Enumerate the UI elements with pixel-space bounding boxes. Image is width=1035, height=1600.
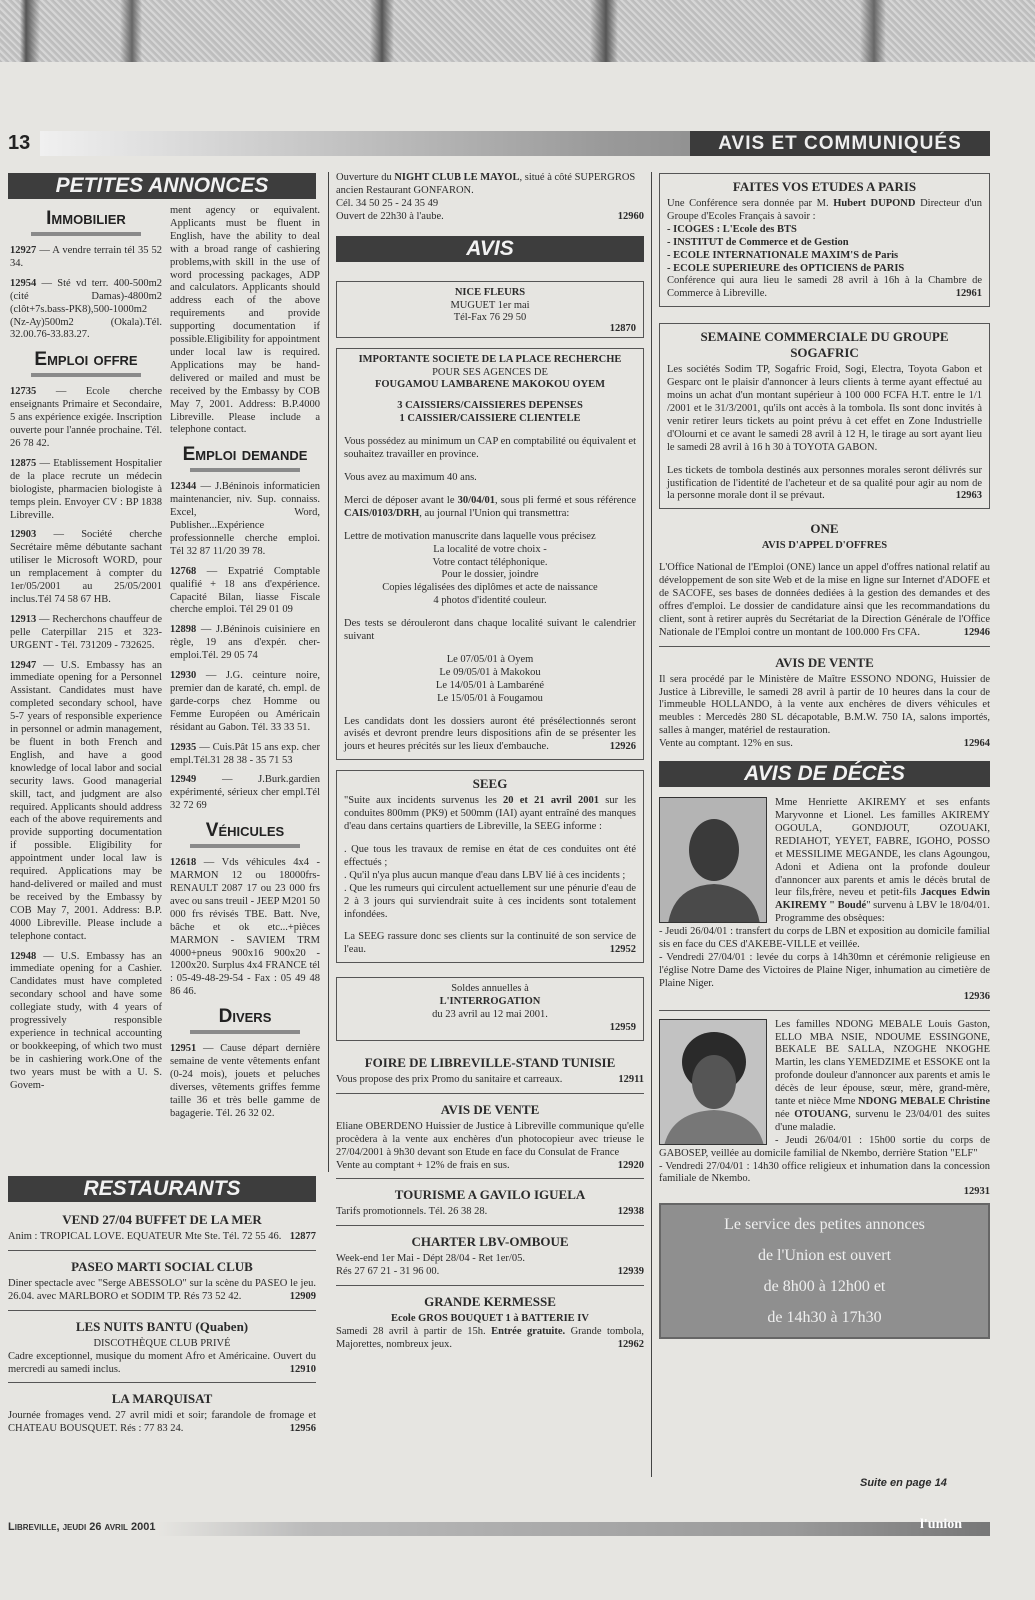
text: Ouverture du (336, 172, 395, 183)
deces-banner: AVIS DE DÉCÈS (659, 761, 990, 787)
ad-ref: 12735 (10, 386, 37, 398)
avis-de-vente-notice (659, 655, 990, 751)
category-heading: Véhicules (205, 820, 285, 842)
restaurants-banner: RESTAURANTS (8, 1176, 316, 1202)
text: Rés 27 67 21 - 31 96 00. (336, 1266, 440, 1278)
ad-text: — U.S. Embassy has an immediate opening for a Cashier. Candidates must have completed secondary school and have some collegiate study, with 4 years of progressively responsible experience in technical accounting or bookkeeping, of which two must be in cashiering work.One of the two years must be with a U. S. Govem- (10, 950, 162, 1091)
text: 12931 (963, 1186, 990, 1198)
page-number: 13 (8, 132, 31, 154)
text-line: - INSTITUT de Commerce et de Gestion (667, 236, 849, 248)
column-divider (328, 172, 329, 1172)
continued-note: Suite en page 14 (860, 1477, 947, 1489)
text: 12964 (963, 738, 990, 750)
text: 12920 (617, 1159, 644, 1171)
ad-text: — Société cherche Secrétaire même débutante sachant utiliser le Microsoft WORD, pour un remplacement à compter du 1er/05/2001 au 25/05/2001 inclus.Tél 74 58 67 HB. (10, 529, 162, 605)
ad-ref: 12956 (289, 1423, 316, 1435)
text: 3 CAISSIERS/CAISSIERES DEPENSES (397, 400, 583, 412)
text: POUR SES AGENCES DE (432, 366, 548, 378)
column-divider (651, 172, 652, 1477)
recruitment-ad (336, 348, 644, 761)
divider (336, 1178, 644, 1179)
text: NICE FLEURS (454, 286, 526, 298)
text-line: - Jeudi 26/04/01 : 15h00 sortie du corps de GABOSEP, veillée au domicile familial de Nkembo, derrière Station "ELF" (659, 1134, 990, 1159)
classified-list (170, 481, 320, 813)
text: AVIS DE VENTE (440, 1101, 540, 1117)
divider (8, 1382, 316, 1383)
text: Eliane OBERDENO Huissier de Justice à Libreville communique qu'elle procèdera à la vente aux enchères d'un photocopieur avec trieuse le 27/04/2001 à 9h30 devant son Etude en face du Consulat de France (336, 1120, 644, 1158)
ad-ref: 12954 (10, 277, 37, 289)
text-line: Le 14/05/01 à Lambaréné (435, 679, 545, 691)
ad-text: — A vendre terrain tél 35 52 34. (10, 245, 163, 269)
text: Jacques Edwin AKIREMY " Boudé (775, 887, 990, 912)
text: Les candidats dont les dossiers auront été présélectionnés seront avisés et devront prendre leurs dispositions afin de se présenter les jours et heures précités sur les lieux d'embauche. (344, 715, 636, 753)
text: Tél-Fax 76 29 50 (453, 312, 527, 324)
ad-subtitle: DISCOTHÈQUE CLUB PRIVÉ (93, 1337, 231, 1349)
text: , au journal l'Union qui transmettra: (419, 507, 570, 519)
text: IMPORTANTE SOCIETE DE LA PLACE RECHERCHE (358, 353, 622, 365)
divider (8, 1250, 316, 1251)
classified-ad (170, 624, 320, 663)
ad-text: — Vds véhicules 4x4 - MARMON 12 ou 18000frs-RENAULT 2087 17 ou 23 000 frs avec ou sans treuil - JEEP M201 50 000 frs révisés TBE. Batt. Nve, bâche et ok etc...+pièces MARMON - SAVIEM TRM 4000+pneus 900x16 900x20 - 1200x20. Surplus 4x4 FRANCE tél : 05-49-48-29-54 - Fax : 05 49 48 86 46. (170, 857, 320, 998)
ad-text: — Sté vd terr. 400-500m2 (cité Damas)-4800m2 (clôt+7s.bass-PK8),500-1000m2 (Nz-Ay)500m2 (Okala).Tél. 32.00.76-33.83.27. (10, 277, 163, 341)
text-lines (667, 224, 982, 276)
ad-ref: 12768 (170, 565, 197, 577)
ad-ref: 12618 (170, 857, 197, 869)
ad-ref: 12909 (289, 1290, 316, 1302)
one-tender-notice (659, 521, 990, 639)
category-heading: Emploi demande (182, 444, 308, 466)
masthead-logo: l'union (920, 1517, 963, 1532)
classified-ad (10, 245, 162, 271)
text: Les tickets de tombola destinés aux personnes morales seront délivrés sur justification de l'identité de l'acheteur et de sa qualité pour agir au nom de la personne morale dont il se prévaut. (667, 464, 982, 502)
text-line: de 8h00 à 12h00 et (763, 1278, 886, 1296)
ad-title: PASEO MARTI SOCIAL CLUB (71, 1258, 253, 1274)
classified-ad (10, 458, 162, 523)
text: née (775, 1108, 795, 1120)
text: Ecole GROS BOUQUET 1 à BATTERIE IV (391, 1313, 589, 1325)
text: Grande tombola, Majorettes, nombreux jeux. (336, 1326, 644, 1350)
right-column (659, 173, 990, 1339)
text: Entrée gratuite. (491, 1326, 566, 1338)
text-line: . Que les rumeurs qui circulent actuellement sur une pénurie d'eau de 2 à 3 jours qui surviendrait suite à ces incidents sont totalement infondées. (344, 882, 636, 920)
portrait-photo (659, 797, 767, 923)
text: 12870 (609, 323, 636, 335)
text: Vente au comptant + 12% de frais en sus. (336, 1159, 510, 1171)
ad-body: Journée fromages vend. 27 avril midi et soir; farandole de fromage et CHATEAU BOUSQUET. Rés : 77 83 24. (8, 1410, 316, 1435)
ad-ref: 12877 (289, 1231, 316, 1242)
text-line: Le service des petites annonces (724, 1216, 925, 1234)
text: 12938 (617, 1206, 644, 1218)
classified-list (10, 245, 162, 342)
text-line: Le 07/05/01 à Oyem (446, 653, 534, 665)
text: OTOUANG (794, 1108, 849, 1120)
text-line: - ICOGES : L'Ecole des BTS (667, 223, 797, 235)
text: Conférence qui aura lieu le samedi 28 avril à 16h à la Chambre de Commerce à Libreville. (667, 275, 982, 300)
text: L'Office National de l'Emploi (ONE) lance un appel d'offres national relatif au développement de son site Web et de la mise en ligne sur Internet d'ADOFE et de SACOFE, ses bases de données dediées à la gestion des demandes et des offres d'emploi. Le dossier de candidature ainsi que les recommandations du client, sont à retirer auprès du Secrétariat de la Direction Générale de l'Office Nationale de l'Emploi contre un montant de 100.000 Frs CFA. (659, 562, 990, 638)
text-line: de l'Union est ouvert (757, 1247, 892, 1265)
classified-ad (10, 386, 162, 451)
text-line: - Vendredi 27/04/01 : levée du corps à 14h30mn et cérémonie religieuse en l'église Notre Dame des Victoires de Plaine Niger, inhumation au cimetière de Plaine Niger. (659, 951, 990, 989)
text-line: 4 photos d'identité couleur. (433, 595, 547, 607)
ad-body: Anim : TROPICAL LOVE. EQUATEUR Mte Ste. Tél. 72 55 46. (8, 1231, 282, 1242)
divider (336, 1225, 644, 1226)
ad-text: — J.Béninois informaticien maintenancier, niv. Sup. connaiss. Excel, Word, Publisher...Expérience professionnelle cherche emploi. Tél 32 87 11/20 39 78. (170, 481, 321, 557)
portrait-photo (659, 1019, 767, 1145)
ad-ref: 12903 (10, 529, 37, 541)
heading-bar (190, 1030, 300, 1034)
divider (336, 1093, 644, 1094)
ad-ref: 12875 (10, 457, 37, 469)
ad-ref: 12930 (170, 670, 197, 682)
ad-title: LA MARQUISAT (111, 1391, 213, 1407)
restaurant-ad (8, 1259, 316, 1304)
text: sur les conduites 800mm (PK9) et 500mm (IAI) ayant entraîné des manques d'eau dans certains quartiers de Libreville, la SEEG informe : (344, 795, 636, 833)
ad-text: — J.Béninois cuisiniere en règle, 19 ans d'expér. cher-emploi.Tél. 29 05 74 (170, 624, 320, 662)
service-hours-box (659, 1203, 990, 1339)
text-line: - ECOLE INTERNATIONALE MAXIM'S de Paris (667, 249, 899, 261)
text-line: Le 09/05/01 à Makokou (439, 666, 541, 678)
text: Lettre de motivation manuscrite dans laquelle vous précisez (344, 530, 596, 542)
classified-ad (10, 529, 162, 606)
heading-bar (190, 844, 300, 848)
ad-ref: 12951 (170, 1043, 197, 1055)
ad-ref: 12948 (10, 950, 37, 962)
text-line: - Jeudi 26/04/01 : transfert du corps de LBN et exposition au domicile familial sis en face du CES d'AKEBE-VILLE et veillée. (659, 926, 990, 951)
restaurant-ad (8, 1391, 316, 1436)
text: 12959 (609, 1021, 636, 1033)
text: NDONG MEBALE Christine (858, 1096, 990, 1108)
foire-ad (336, 1055, 644, 1087)
text: 12960 (617, 210, 644, 222)
text: Des tests se dérouleront dans chaque localité suivant le calendrier suivant (344, 618, 636, 643)
ad-text: — U.S. Embassy has an immediate opening for a Personnel Assistant. Candidates must have completed secondary school, have 5-7 years of responsible experience in personnel or admin management, be fluent in both French and English, and have a good knowledge of local labor and social security laws. Good managerial skill, tact, and judgment are also required. Applicants should address each of the above requirements and provide supporting documentation if possible. Eligibility for appointment under local law is required. Applications may be hand-delivered or mailed and must be received by the Embassy by COB May 7, 2001. Address: B.P. 4000 Libreville. Please include a telephone contact. (10, 659, 162, 942)
classified-ad (170, 566, 320, 618)
nice-fleurs-ad (336, 281, 644, 338)
ad-ref: 12898 (170, 624, 197, 636)
text: SEEG (472, 776, 508, 792)
text: TOURISME A GAVILO IGUELA (394, 1187, 586, 1203)
classified-ad (170, 774, 320, 813)
restaurants-list (8, 1212, 316, 1436)
ad-text: — J.G. ceinture noire, premier dan de karaté, ch. empl. de garde-corps chez Homme ou Femme Européen ou Américain résidant au Gabon. Tél. 33 33 51. (170, 670, 320, 733)
classified-ad (170, 670, 320, 735)
text-line: . Que tous les travaux de remise en état de ces conduites ont été effectués ; (344, 844, 636, 868)
ad-ref: 12935 (170, 741, 197, 753)
classified-ad (10, 278, 162, 343)
text: GRANDE KERMESSE (424, 1294, 556, 1310)
text: Vente au comptant. 12% en sus. (659, 738, 793, 750)
text: Merci de déposer avant le (344, 494, 458, 506)
section-title: AVIS ET COMMUNIQUÉS (690, 131, 990, 156)
text-line: Le 15/05/01 à Fougamou (437, 692, 543, 704)
classified-list (170, 857, 320, 999)
text: Tarifs promotionnels. Tél. 26 38 28. (336, 1206, 488, 1218)
text: Hubert DUPOND (833, 198, 916, 209)
ad-ref: 12910 (289, 1363, 316, 1375)
text: Soldes annuelles à (451, 983, 529, 995)
seeg-notice (336, 770, 644, 963)
ad-text: — Ecole cherche enseignants Primaire et Secondaire, 5 ans expérience exigée. Inscription ouverte pour l'année prochaine. Tél. 26 78 42. (10, 386, 163, 449)
ad-text: — J.Burk.gardien expérimenté, sérieux cher empl.Tél 32 72 69 (170, 774, 321, 812)
text: 12962 (617, 1338, 644, 1350)
text: 12911 (618, 1073, 644, 1085)
classified-ad (10, 951, 162, 1093)
text-lines (344, 844, 636, 921)
phone: Cél. 34 50 25 - 24 35 49 (336, 197, 439, 209)
ad-body: Diner spectacle avec "Serge ABESSOLO" sur la scène du PASEO le jeu. 26.04. avec MARLBORO et SODIM TP. Rés 73 52 42. (8, 1277, 316, 1302)
category-heading: Divers (218, 1006, 272, 1028)
ad-ref: 12344 (170, 481, 197, 493)
ad-text: — Expatrié Comptable qualifié + 18 ans d'expérience. Capacité Bilan, liasse Fiscale cherche emploi. Tél 29 01 09 (170, 565, 320, 616)
classifieds-column-1 (10, 202, 162, 1099)
ad-ref: 12949 (170, 774, 197, 786)
text-lines (344, 544, 636, 609)
text: "Suite aux incidents survenus les (344, 795, 504, 807)
text-lines (659, 913, 990, 990)
classified-ad (170, 1043, 320, 1120)
text: FOUGAMOU LAMBARENE MAKOKOU OYEM (374, 379, 606, 391)
heading-bar (190, 468, 300, 472)
text: CHARTER LBV-OMBOUE (411, 1234, 569, 1250)
ad-text: — Etablissement Hospitalier de la place recrute un médecin biologiste, pharmacien biologiste à temps plein. Envoyer CV : BP 1838 Libreville. (10, 457, 163, 521)
text: MUGUET 1er mai (450, 299, 530, 311)
text: 20 et 21 avril 2001 (503, 795, 600, 807)
nightclub-ad (336, 172, 644, 224)
category-heading: Emploi offre (34, 349, 138, 371)
text: 12952 (609, 944, 636, 956)
dateline: Libreville, jeudi 26 avril 2001 (8, 1521, 156, 1533)
ad-text: — Cause départ dernière semaine de vente vêtements enfant (0-24 mois), jouets et peluches diverses, vêtements griffes femme taille 36 et très belle gamme de bagagerie. Tél. 26 32 02. (170, 1043, 321, 1119)
text: Vous propose des prix Promo du sanitaire et carreaux. (336, 1073, 563, 1085)
text-line: - Vendredi 27/04/01 : 14h30 office religieux et inhumation dans la concession familiale de Nkembo. (659, 1160, 990, 1185)
heading-bar (31, 373, 141, 377)
text: NIGHT CLUB LE MAYOL (394, 172, 520, 183)
text-line: - ECOLE SUPERIEURE des OPTICIENS de PARIS (667, 262, 905, 274)
middle-column (336, 172, 644, 1352)
kermesse-ad (336, 1294, 644, 1352)
classified-list (170, 1043, 320, 1120)
heading-bar (31, 232, 141, 236)
text: ONE (810, 521, 839, 537)
text: SEMAINE COMMERCIALE DU GROUPE SOGAFRIC (700, 329, 949, 361)
text: FAITES VOS ETUDES A PARIS (732, 179, 917, 194)
ad-ref: 12913 (10, 613, 37, 625)
text: Les sociétés Sodim TP, Sogafric Froid, Sogi, Electra, Toyota Gabon et Gesparc ont le plaisir d'annoncer à leurs clients à terme ayant effectué au moins un achat d'un montant supérieur à 100 000 FCFA H.T. entre le 1/1 /2001 et le 31/3/2001, qu'ils ont accès à la tombola. Ils sont donc invités à venir retirer leurs tickets au point prévu à cet effet en Zone Industrielle d'Olourni et ce avant le samedi 28 avril à 12 H, le tirage au sort ayant lieu le samedi 28 avril à 16 h 30 à TOYOTA GABON. (667, 364, 982, 453)
etudes-paris-ad (659, 173, 990, 307)
text: L'INTERROGATION (439, 996, 541, 1008)
text-line: de 14h30 à 17h30 (767, 1309, 882, 1327)
restaurant-ad (8, 1212, 316, 1244)
classified-ad (10, 614, 162, 653)
divider (8, 1310, 316, 1311)
text: 12946 (963, 626, 990, 638)
ad-body: Cadre exceptionnel, musique du moment Afro et Américaine. Ouvert du mercredi au samedi inclus. (8, 1350, 316, 1375)
text: Week-end 1er Mai - Dépt 28/04 - Ret 1er/05. (336, 1253, 525, 1265)
category-heading: Immobilier (46, 208, 126, 229)
classified-ad (170, 742, 320, 768)
text-line: Programme des obsèques: (775, 913, 885, 925)
avis-banner: AVIS (336, 236, 644, 262)
scan-edge (0, 0, 1035, 62)
text: Mme Henriette AKIREMY et ses enfants Maryvonne et Lionel. Les familles AKIREMY OGOULA, GONDJOUT, OZOUAKI, REDIAHOT, YEYET, FABRE, IGOHO, POSSO et MESSILIME MEGANDE, les clans Agoungou, Adoni et Adiena ont la profonde douleur d'annoncer aux parents et amis le décès brutal de leur fils,frère, neveu et petit-fils (775, 797, 990, 899)
classified-ad (170, 481, 320, 558)
text: Samedi 28 avril à partir de 15h. (336, 1326, 492, 1338)
text-line: Pour le dossier, joindre (441, 569, 539, 581)
text: Ouvert de 22h30 à l'aube. (336, 210, 444, 222)
text: " survenu à LBV le 18/04/01. (866, 900, 990, 912)
text: du 23 avril au 12 mai 2001. (432, 1009, 548, 1021)
ad-ref: 12947 (10, 659, 37, 671)
charter-ad (336, 1234, 644, 1279)
text: 12963 (955, 490, 982, 502)
text: 12926 (609, 741, 636, 753)
divider (659, 646, 990, 647)
text: AVIS D'APPEL D'OFFRES (761, 540, 888, 552)
classified-ad (10, 660, 162, 944)
ad-ref: 12927 (10, 245, 37, 256)
text-line: Copies légalisées des diplômes et acte de naissance (382, 582, 598, 594)
text: La SEEG rassure donc ses clients sur la continuité de son service de l'eau. (344, 931, 636, 956)
petites-annonces-banner: PETITES ANNONCES (8, 173, 316, 199)
text: Directeur d'un Groupe d'Ecoles Français à savoir : (667, 198, 982, 222)
soldes-ad (336, 977, 644, 1041)
text: FOIRE DE LIBREVILLE-STAND TUNISIE (364, 1054, 616, 1070)
text: Une Conférence sera donnée par M. (667, 198, 834, 209)
text: CAIS/0103/DRH (344, 507, 420, 519)
obituary (659, 1019, 990, 1200)
text: Vous avez au maximum 40 ans. (344, 471, 477, 483)
restaurant-ad (8, 1319, 316, 1377)
text: , sous pli fermé et sous référence (495, 494, 636, 506)
classified-ad (170, 857, 320, 999)
text-line: Votre contact téléphonique. (432, 556, 548, 568)
text: AVIS DE VENTE (775, 654, 874, 670)
classified-list (10, 386, 162, 1092)
text: , situé à côté SUPERGROS ancien Restaurant GONFARON. (336, 172, 636, 196)
text: 12961 (955, 288, 982, 300)
tourisme-ad (336, 1187, 644, 1219)
divider (659, 1010, 990, 1011)
text: 12939 (617, 1266, 644, 1278)
text: 12936 (963, 990, 990, 1002)
text: , survenu le 23/04/01 des suites d'une maladie. (775, 1108, 990, 1133)
text: Il sera procédé par le Ministère de Maître ESSONO NDONG, Huissier de Justice à Libreville, le samedi 28 avril à partir de 10 heures dans la cour de l'immeuble HOLLANDO, à la vente aux enchères de divers véhicules et meubles : Mercedès 280 SL décapotable, B.M.W. 750 IA, salons importés, salles à manger, matériel de restauration. (659, 673, 990, 737)
text-lines (344, 654, 636, 706)
text-line: . Qu'il n'ya plus aucun manque d'eau dans LBV lié à ces incidents ; (344, 869, 626, 881)
text: 1 CAISSIER/CAISSIERE CLIENTELE (399, 413, 581, 425)
ad-title: LES NUITS BANTU (Quaben) (75, 1318, 249, 1334)
text: Les familles NDONG MEBALE Louis Gaston, ELLO MBA NSIE, NDOUME ESSINGONE, BEKALE BE SALLA, NZOGHE NKOGHE Martin, les clans YEMEDZIME et ESSOKE ont la profonde douleur d'annoncer aux parents et amis le décès de leur épouse, sœur, mère, grand-mère, tante et nièce Mme (775, 1018, 990, 1108)
sogafric-ad (659, 323, 990, 509)
text-line: La localité de votre choix - (433, 543, 547, 555)
ad-text: — Cuis.Pât 15 ans exp. cher empl.Tél.31 28 38 - 35 71 53 (170, 741, 320, 766)
ad-text: — Recherchons chauffeur de pelle Caterpillar 215 et 323-URGENT - Tél. 731209 - 732625. (10, 613, 163, 651)
obituary (659, 797, 990, 1004)
avis-de-vente-ad (336, 1102, 644, 1173)
text: 30/04/01 (457, 494, 495, 506)
ad-title: VEND 27/04 BUFFET DE LA MER (62, 1212, 262, 1227)
classified-ad-continuation: ment agency or equivalent. Applicants must be fluent in English, have the ability to deal with a broad range of cashiering problems,with skill in the use of word processing packages, ADP and calculators. Applicants should address each of the above requirements and provide supporting documentation if possible.Eligibility for appointment under local law is required. Applications may be hand-delivered or mailed and must be received by the Embassy by COB May 7, 2001. Address: B.P.4000 Libreville. Please include a telephone contact. (170, 205, 320, 436)
classifieds-column-2 (170, 205, 320, 1128)
divider (336, 1285, 644, 1286)
text: Vous possédez au minimum un CAP en comptabilité ou équivalent et souhaitez travailler en province. (344, 436, 636, 461)
